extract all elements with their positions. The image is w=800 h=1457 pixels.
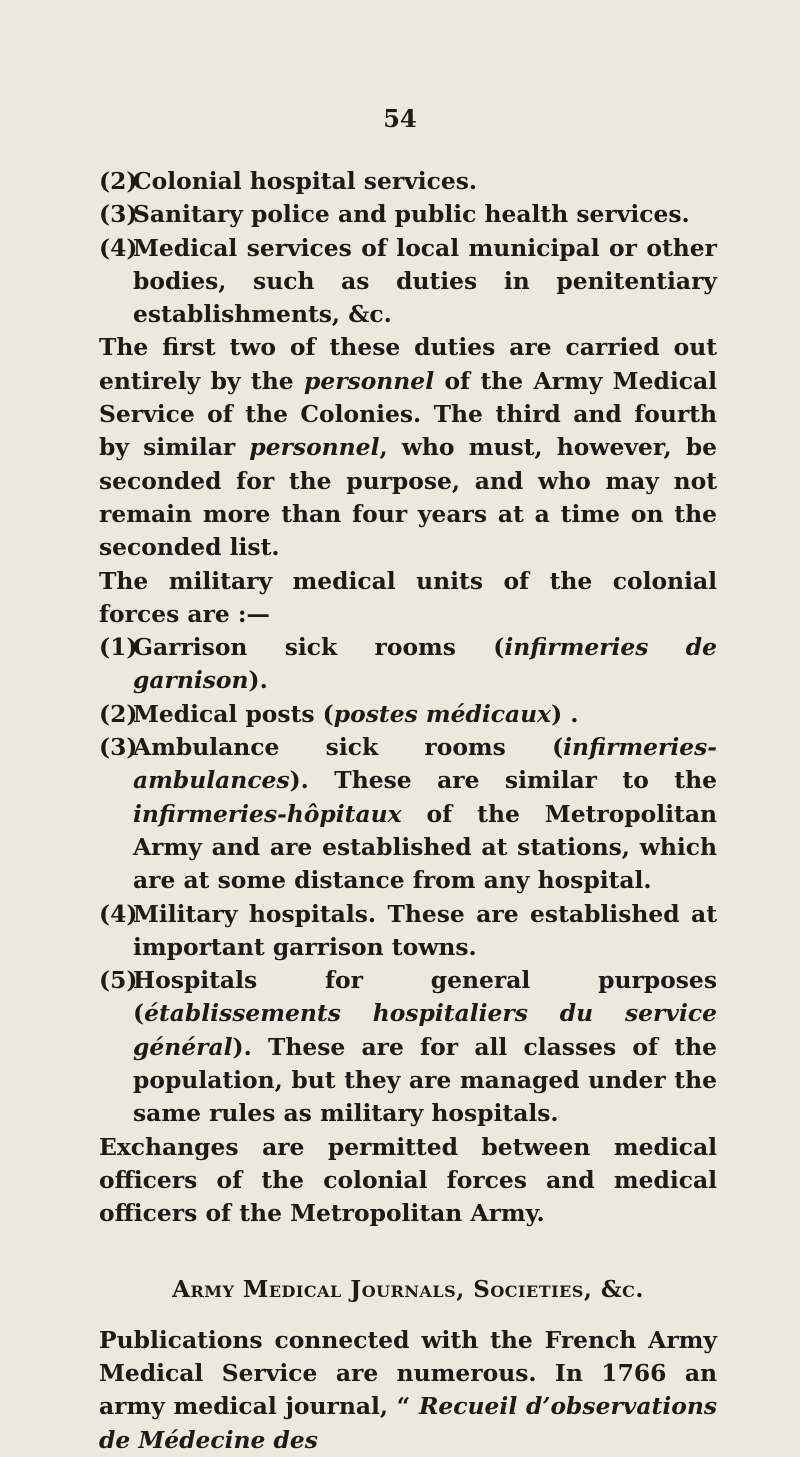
list-text: Ambulance sick rooms (infirmeries-ambulances). These are similar to the infirmeries-hôpitaux of the Metropolitan Army and are established at stations, which are at some distance from any hospital.	[133, 733, 717, 895]
list-text: Medical posts (postes médicaux) .	[133, 699, 579, 728]
paragraph-duties: The first two of these duties are carried out entirely by the personnel of the Army Medical Service of the Colonies. The third and fourth by similar personnel, who must, however, be seconded for the purpose, and who may not remain more than four years at a time on the seconded list.	[99, 333, 717, 562]
list-number: (4)	[99, 899, 138, 928]
list-item	[99, 898, 717, 965]
list-text: Sanitary police and public health services.	[133, 200, 690, 229]
list-text: Garrison sick rooms (infirmeries de garnison).	[133, 633, 717, 695]
section-heading: Army Medical Journals, Societies, &c.	[172, 1275, 644, 1303]
list-number: (2)	[99, 699, 138, 728]
page-number: 54	[383, 104, 417, 133]
list-text: Hospitals for general purposes (établissements hospitaliers du service général). These are for all classes of the population, but they are managed under the same rules as military hospitals.	[133, 966, 717, 1128]
list-item	[99, 731, 717, 897]
list-number: (1)	[99, 633, 138, 662]
paragraph-publications: Publications connected with the French Army Medical Service are numerous. In 1766 an army medical journal, “ Recueil d’observations de Médecine des	[99, 1325, 717, 1454]
list-item	[99, 964, 717, 1130]
list-number: (4)	[99, 233, 138, 262]
paragraph-exchanges: Exchanges are permitted between medical officers of the colonial forces and medical officers of the Metropolitan Army.	[99, 1132, 717, 1228]
list-number: (3)	[99, 733, 138, 762]
list-item	[99, 232, 717, 332]
list-text: Military hospitals. These are established at important garrison towns.	[133, 899, 717, 961]
list-number: (5)	[99, 966, 138, 995]
list-text: Colonial hospital services.	[133, 167, 478, 195]
paragraph-units-intro: The military medical units of the colonial forces are :—	[99, 566, 717, 628]
list-item	[99, 698, 717, 731]
page-body	[99, 165, 717, 1457]
list-number: (3)	[99, 200, 138, 229]
list-item	[99, 165, 717, 198]
list-item	[99, 631, 717, 698]
list-item	[99, 198, 717, 231]
list-number: (2)	[99, 167, 138, 195]
list-text: Medical services of local municipal or other bodies, such as duties in penitentiary establishments, &c.	[133, 233, 717, 329]
